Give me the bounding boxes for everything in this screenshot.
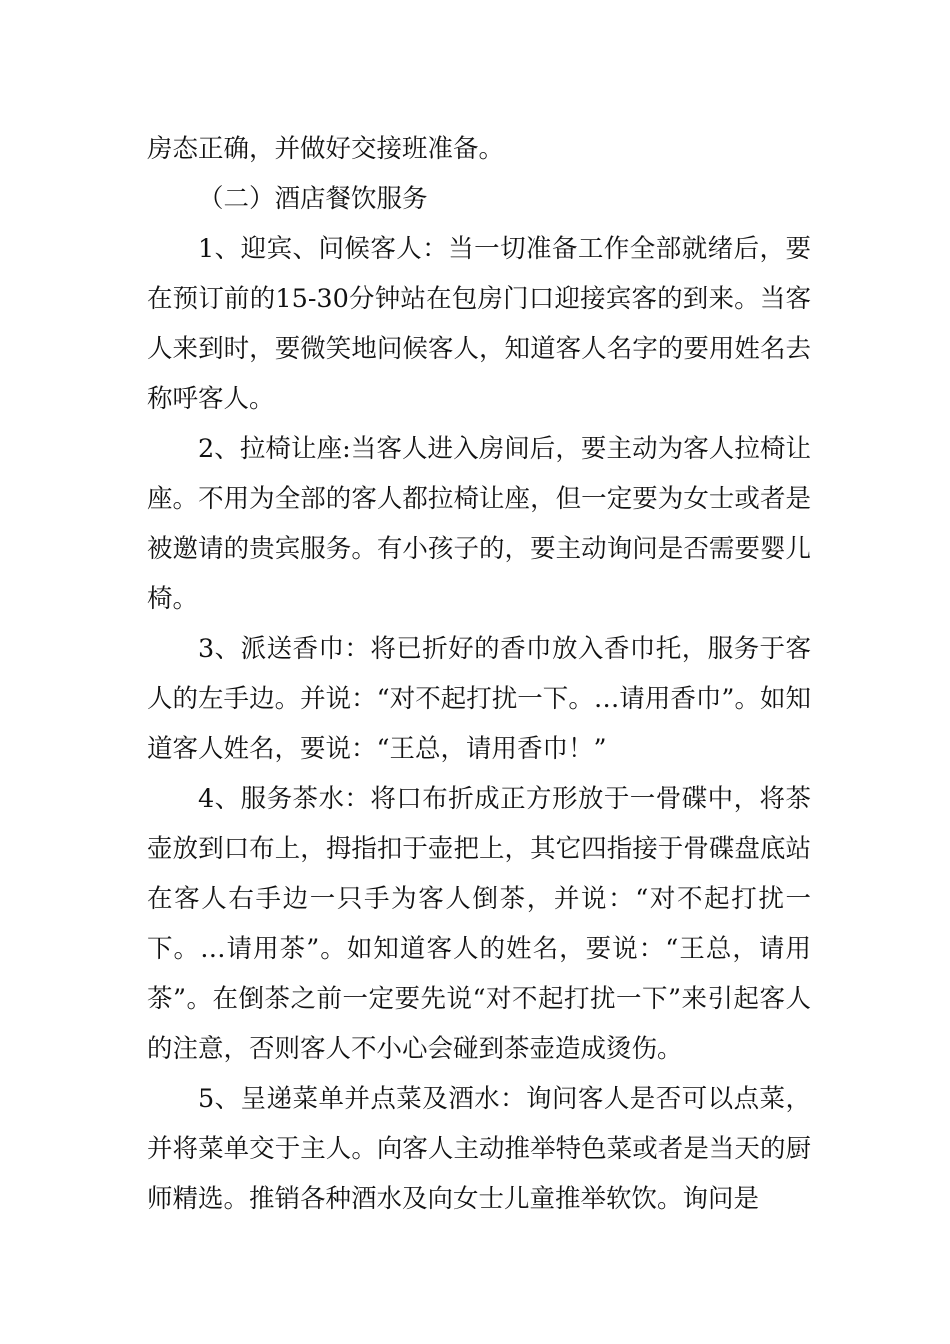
document-body (147, 124, 811, 1224)
paragraph-towel: 3、派送香巾：将已折好的香巾放入香巾托，服务于客人的左手边。并说：“对不起打扰一下。…请用香巾”。如知道客人姓名，要说：“王总，请用香巾！” (147, 634, 811, 764)
paragraph-tea: 4、服务茶水：将口布折成正方形放于一骨碟中，将茶壶放到口布上，拇指扣于壶把上，其它四指接于骨碟盘底站在客人右手边一只手为客人倒茶，并说：“对不起打扰一下。…请用茶”。如知道客人的姓名，要说：“王总，请用茶”。在倒茶之前一定要先说“对不起打扰一下”来引起客人的注意，否则客人不小心会碰到茶壶造成烫伤。 (147, 784, 811, 1064)
section-heading-dining-service: （二）酒店餐饮服务 (198, 184, 428, 214)
paragraph-menu: 5、呈递菜单并点菜及酒水：询问客人是否可以点菜，并将菜单交于主人。向客人主动推举特色菜或者是当天的厨师精选。推销各种酒水及向女士儿童推举软饮。询问是 (147, 1084, 811, 1214)
paragraph-seating: 2、拉椅让座:当客人进入房间后，要主动为客人拉椅让座。不用为全部的客人都拉椅让座，但一定要为女士或者是被邀请的贵宾服务。有小孩子的，要主动询问是否需要婴儿椅。 (147, 434, 811, 614)
paragraph-continuation: 房态正确，并做好交接班准备。 (147, 134, 505, 164)
paragraph-greeting: 1、迎宾、问候客人：当一切准备工作全部就绪后，要在预订前的15-30分钟站在包房门口迎接宾客的到来。当客人来到时，要微笑地问候客人，知道客人名字的要用姓名去称呼客人。 (147, 234, 811, 414)
